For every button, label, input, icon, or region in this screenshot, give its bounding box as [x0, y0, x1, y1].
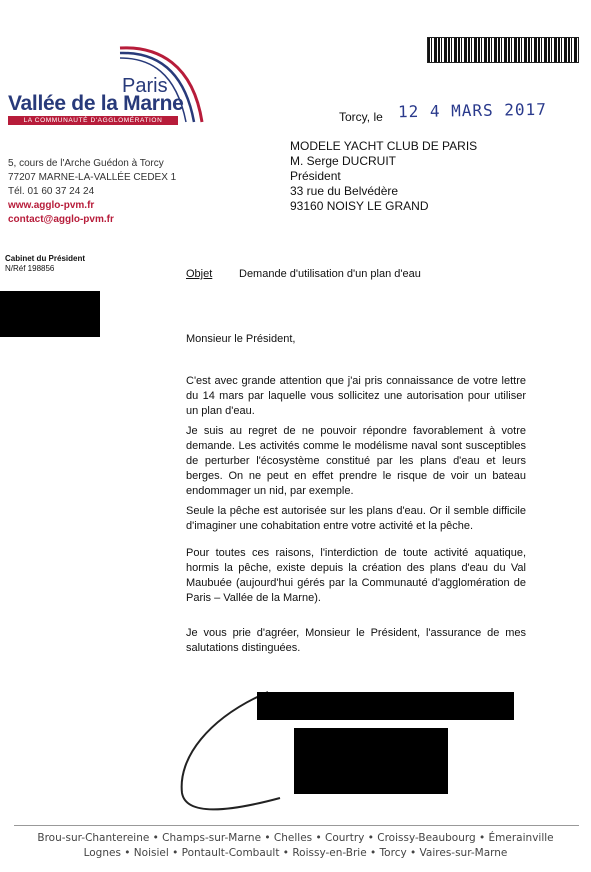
- redaction-block: [0, 291, 100, 337]
- footer-communes: Brou-sur-Chantereine • Champs-sur-Marne • Chelles • Courtry • Croissy-Beaubourg • Émerainville: [37, 832, 554, 844]
- subject-text: Demande d'utilisation d'un plan d'eau: [239, 268, 421, 280]
- redaction-block: [257, 692, 514, 720]
- sender-email-link[interactable]: contact@agglo-pvm.fr: [8, 214, 114, 225]
- letter-paragraph: Seule la pêche est autorisée sur les plans d'eau. Or il semble difficile d'imaginer une cohabitation entre votre activité et la pêche.: [186, 505, 526, 532]
- recipient-line: 33 rue du Belvédère: [290, 184, 399, 198]
- logo-paris-text: Paris: [122, 75, 168, 97]
- letter-paragraph: Je suis au regret de ne pouvoir répondre favorablement à votre demande. Les activités comme le modélisme naval sont susceptibles de perturber l'écosystème constitué par les plans d'eau et leurs berges. On ne peut en effet prendre le risque de voir un bateau endommager un nid, par exemple.: [186, 425, 526, 497]
- letter-paragraph: C'est avec grande attention que j'ai pris connaissance de votre lettre du 14 mars par laquelle vous sollicitez une autorisation pour utiliser un plan d'eau.: [186, 375, 526, 417]
- cabinet-block: [5, 254, 85, 274]
- logo-tagline: LA COMMUNAUTÉ D'AGGLOMÉRATION: [8, 116, 178, 125]
- salutation: Monsieur le Président,: [186, 333, 296, 345]
- subject-label: Objet: [186, 268, 213, 280]
- letter-closing: Je vous prie d'agréer, Monsieur le Président, l'assurance de mes salutations distinguées.: [186, 627, 526, 654]
- sender-line: Tél. 01 60 37 24 24: [8, 186, 95, 197]
- cabinet-title: Cabinet du Président: [5, 254, 86, 263]
- date-stamp: 12 4 MARS 2017: [397, 99, 548, 122]
- recipient-address: [290, 139, 477, 214]
- reference-number: N/Réf 198856: [5, 264, 55, 273]
- redaction-block: [294, 728, 448, 794]
- sender-line: 5, cours de l'Arche Guédon à Torcy: [8, 158, 164, 169]
- footer-divider: [14, 825, 579, 826]
- sender-website-link[interactable]: www.agglo-pvm.fr: [8, 200, 95, 211]
- barcode: [427, 37, 579, 63]
- sender-address: [8, 157, 176, 227]
- footer-communes: Lognes • Noisiel • Pontault-Combault • Roissy-en-Brie • Torcy • Vaires-sur-Marne: [83, 847, 508, 859]
- sender-line: 77207 MARNE-LA-VALLÉE CEDEX 1: [8, 172, 177, 183]
- recipient-line: MODELE YACHT CLUB DE PARIS: [290, 139, 478, 153]
- recipient-line: Président: [290, 169, 341, 183]
- letter-paragraph: Pour toutes ces raisons, l'interdiction de toute activité aquatique, hormis la pêche, existe depuis la création des plans d'eau du Val Maubuée (aujourd'hui gérés par la Communauté d'agglomération de Paris – Vallée de la Marne).: [186, 547, 526, 604]
- place-text: Torcy, le: [339, 110, 383, 124]
- recipient-line: M. Serge DUCRUIT: [290, 154, 397, 168]
- recipient-line: 93160 NOISY LE GRAND: [290, 199, 429, 213]
- logo-name: Vallée de la Marne: [8, 92, 184, 115]
